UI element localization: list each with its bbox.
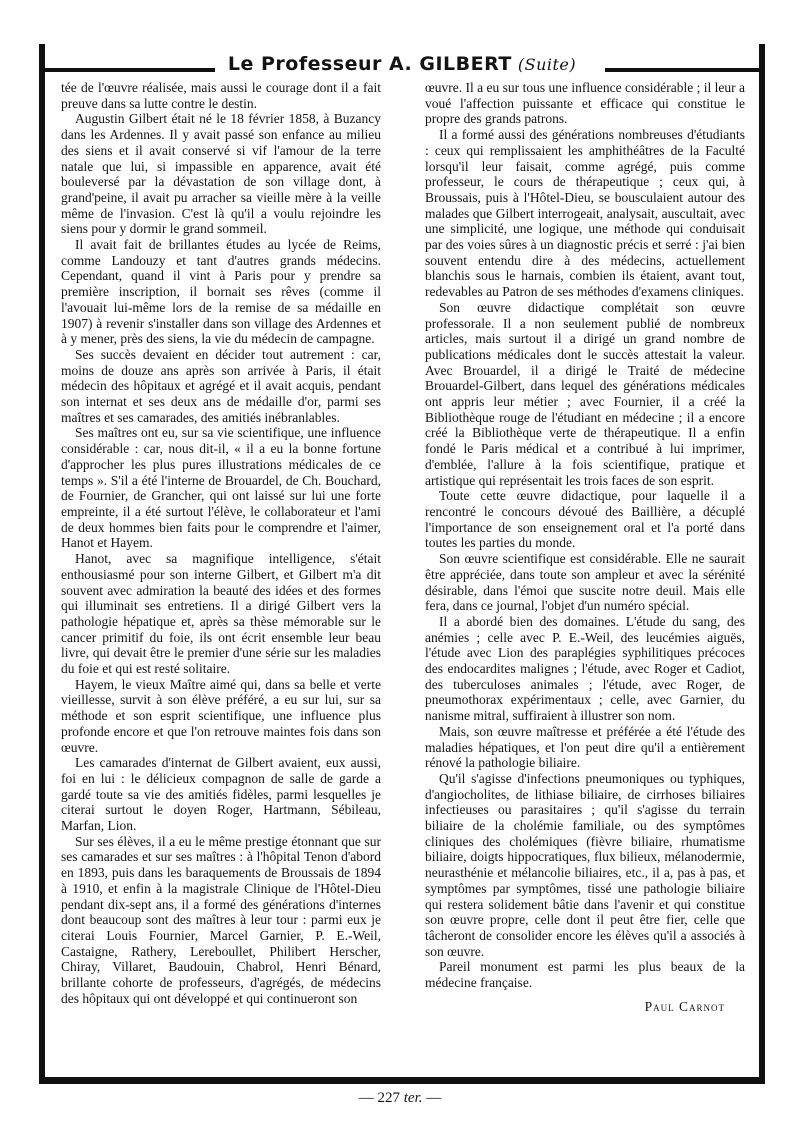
paragraph: Hayem, le vieux Maître aimé qui, dans sa belle et verte vieillesse, survit à son élève préféré, a eu sur lui, sur sa méthode et son esprit scientifique, une influence plus profonde encore et que l'on retrouve maintes fois dans son œuvre. bbox=[61, 676, 381, 755]
paragraph: Pareil monument est parmi les plus beaux de la médecine française. bbox=[425, 959, 745, 991]
paragraph: Ses succès devaient en décider tout autrement : car, moins de douze ans après son arrivée à Paris, il était médecin des hôpitaux et agrégé et il avait acquis, pendant son internat et ses deux ans de médaille d'or, parmi ses maîtres et ses camarades, des amitiés inébranlables. bbox=[61, 346, 381, 425]
article-title bbox=[39, 52, 765, 77]
paragraph: œuvre. Il a eu sur tous une influence considérable ; il leur a voué l'affection puissante et efficace qui constitue le propre des grands patrons. bbox=[425, 80, 745, 127]
paragraph: Qu'il s'agisse d'infections pneumoniques ou typhiques, d'angiocholites, de lithiase biliaire, de cirrhoses biliaires infectieuses ou parasitaires ; qu'il s'agisse du terrain biliaire de la cholémie familiale, ou des symptômes cliniques des cholémiques (fièvre biliaire, rhumatisme biliaire, doigts hippocratiques, flux bilieux, mélanodermie, neurasthénie et mélancolie biliaires, etc., il a, pas à pas, et symptômes par symptômes, tissé une pathologie biliaire qui restera solidement bâtie dans l'avenir et qui constitue son œuvre propre, celle dont il peut être fier, celle que tâcheront de consolider encore les élèves qu'il a associés à son œuvre. bbox=[425, 770, 745, 959]
paragraph: Toute cette œuvre didactique, pour laquelle il a rencontré le concours dévoué des Baillière, a décuplé l'importance de son enseignement oral et l'a porté dans toutes les parties du monde. bbox=[425, 488, 745, 551]
right-border-rule bbox=[759, 44, 765, 1084]
paragraph: Il a formé aussi des générations nombreuses d'étudiants : ceux qui remplissaient les amphithéâtres de la Faculté lorsqu'il leur faisait, comme agrégé, puis comme professeur, le cours de thérapeutique ; ceux qui, à Broussais, puis à l'Hôtel-Dieu, se bousculaient autour des malades que Gilbert interrogeait, analysait, auscultait, avec une simplicité, une logique, une méthode qui conduisait par des voies sûres à un diagnostic précis et serré : j'ai bien souvent entendu dire à des médecins, actuellement blanchis sous le harnais, combien ils étaient, avant tout, redevables au Patron de ses méthodes d'examens cliniques. bbox=[425, 127, 745, 300]
paragraph: Augustin Gilbert était né le 18 février 1858, à Buzancy dans les Ardennes. Il y avait passé son enfance au milieu des siens et il avait conservé si vif l'amour de la terre natale que lui, si impassible en apparence, avait été bouleversé par la dévastation de son village dont, à grand'peine, il avait pu arracher sa vieille mère à la veille même de l'invasion. C'est là qu'il a voulu rejoindre les siens pour y dormir le grand sommeil. bbox=[61, 111, 381, 237]
page-number-suffix: ter. bbox=[403, 1090, 423, 1106]
paragraph: Les camarades d'internat de Gilbert avaient, eux aussi, foi en lui : le délicieux compagnon de salle de garde a gardé toute sa vie des amitiés fidèles, parmi lesquelles je citerai surtout le doyen Roger, Hartmann, Sébileau, Marfan, Lion. bbox=[61, 755, 381, 834]
page-number bbox=[0, 1090, 800, 1107]
author-signature: Paul Carnot bbox=[644, 998, 725, 1014]
paragraph: Son œuvre didactique complétait son œuvre professorale. Il a non seulement publié de nombreux articles, mais surtout il a dirigé un grand nombre de publications médicales dont le succès attestait la valeur. Avec Brouardel, il a dirigé le Traité de médecine Brouardel-Gilbert, dans lequel des générations médicales ont appris leur métier ; avec Fournier, il a créé la Bibliothèque rouge de l'étudiant en médecine ; il a encore créé la Bibliothèque verte de thérapeutique. Il a enfin fondé le Paris médical et a contribué à lui imprimer, d'emblée, l'allure à la fois scientifique, pratique et artistique qui représentait les trois faces de son esprit. bbox=[425, 299, 745, 488]
page-frame bbox=[39, 44, 765, 1084]
paragraph: Il avait fait de brillantes études au lycée de Reims, comme Landouzy et tant d'autres grands médecins. Cependant, quand il vint à Paris pour y prendre sa première inscription, il bornait ses rêves (comme il l'avouait lui-même lors de la remise de sa médaille en 1907) à revenir s'installer dans son village des Ardennes et à y mener, près des siens, la vie du médecin de campagne. bbox=[61, 237, 381, 347]
left-border-rule bbox=[39, 44, 45, 1084]
bottom-border-rule bbox=[39, 1077, 765, 1084]
paragraph: Ses maîtres ont eu, sur sa vie scientifique, une influence considérable : car, nous dit-il, « il a eu la bonne fortune d'approcher les plus pures illustrations médicales de ce temps ». S'il a été l'interne de Brouardel, de Ch. Bouchard, de Fournier, de Grancher, qui ont laissé sur lui une forte empreinte, il a été surtout l'élève, le collaborateur et l'ami de deux hommes bien faits pour le comprendre et l'aimer, Hanot et Hayem. bbox=[61, 425, 381, 551]
paragraph: Son œuvre scientifique est considérable. Elle ne saurait être appréciée, dans toute son ampleur et avec la sérénité désirable, dans l'émoi que suscite notre deuil. Mais elle fera, dans ce journal, l'objet d'un numéro spécial. bbox=[425, 551, 745, 614]
paragraph: Il a abordé bien des domaines. L'étude du sang, des anémies ; celle avec P. E.-Weil, des leucémies aiguës, l'étude avec Lion des paraplégies syphilitiques précoces des endocardites malignes ; l'étude, avec Roger et Cadiot, des tuberculoses animales ; l'étude, avec Roger, de pneumothorax expérimentaux ; celle, avec Garnier, du nanisme mitral, suffiraient à illustrer son nom. bbox=[425, 613, 745, 724]
paragraph: Sur ses élèves, il a eu le même prestige étonnant que sur ses camarades et sur ses maîtres : à l'hôpital Tenon d'abord en 1893, puis dans les baraquements de Broussais de 1894 à 1910, et enfin à la magistrale Clinique de l'Hôtel-Dieu pendant dix-sept ans, il a formé des générations d'internes dont beaucoup sont des maîtres à leur tour : parmi eux je citerai Louis Fournier, Marcel Garnier, P. E.-Weil, Castaigne, Rathery, Lereboullet, Philibert Herscher, Chiray, Villaret, Baudouin, Chabrol, Henri Bénard, brillante cohorte de professeurs, d'agrégés, de médecins des hôpitaux qui ont développé et qui continueront son bbox=[61, 833, 381, 1006]
paragraph: Hanot, avec sa magnifique intelligence, s'était enthousiasmé pour son interne Gilbert, et Gilbert m'a dit souvent avec admiration la beauté des idées et des formes qui illuminait ses entretiens. Il a dirigé Gilbert vers la pathologie hépatique et, après sa thèse mémorable sur le cancer primitif du foie, ils ont écrit ensemble leur beau livre, qui devait être le premier d'une série sur les maladies du foie et qui est resté solitaire. bbox=[61, 551, 381, 677]
page-number-value: — 227 bbox=[358, 1090, 400, 1106]
right-column bbox=[425, 80, 745, 1070]
title-suite: (Suite) bbox=[517, 55, 577, 74]
page-number-dash: — bbox=[426, 1090, 442, 1106]
title-text: Le Professeur A. GILBERT bbox=[227, 53, 512, 75]
left-column bbox=[61, 80, 381, 1070]
paragraph: Mais, son œuvre maîtresse et préférée a été l'étude des maladies hépatiques, et l'on peut dire qu'il a entièrement rénové la pathologie biliaire. bbox=[425, 723, 745, 771]
paragraph: tée de l'œuvre réalisée, mais aussi le courage dont il a fait preuve dans sa lutte contre le destin. bbox=[61, 80, 381, 111]
